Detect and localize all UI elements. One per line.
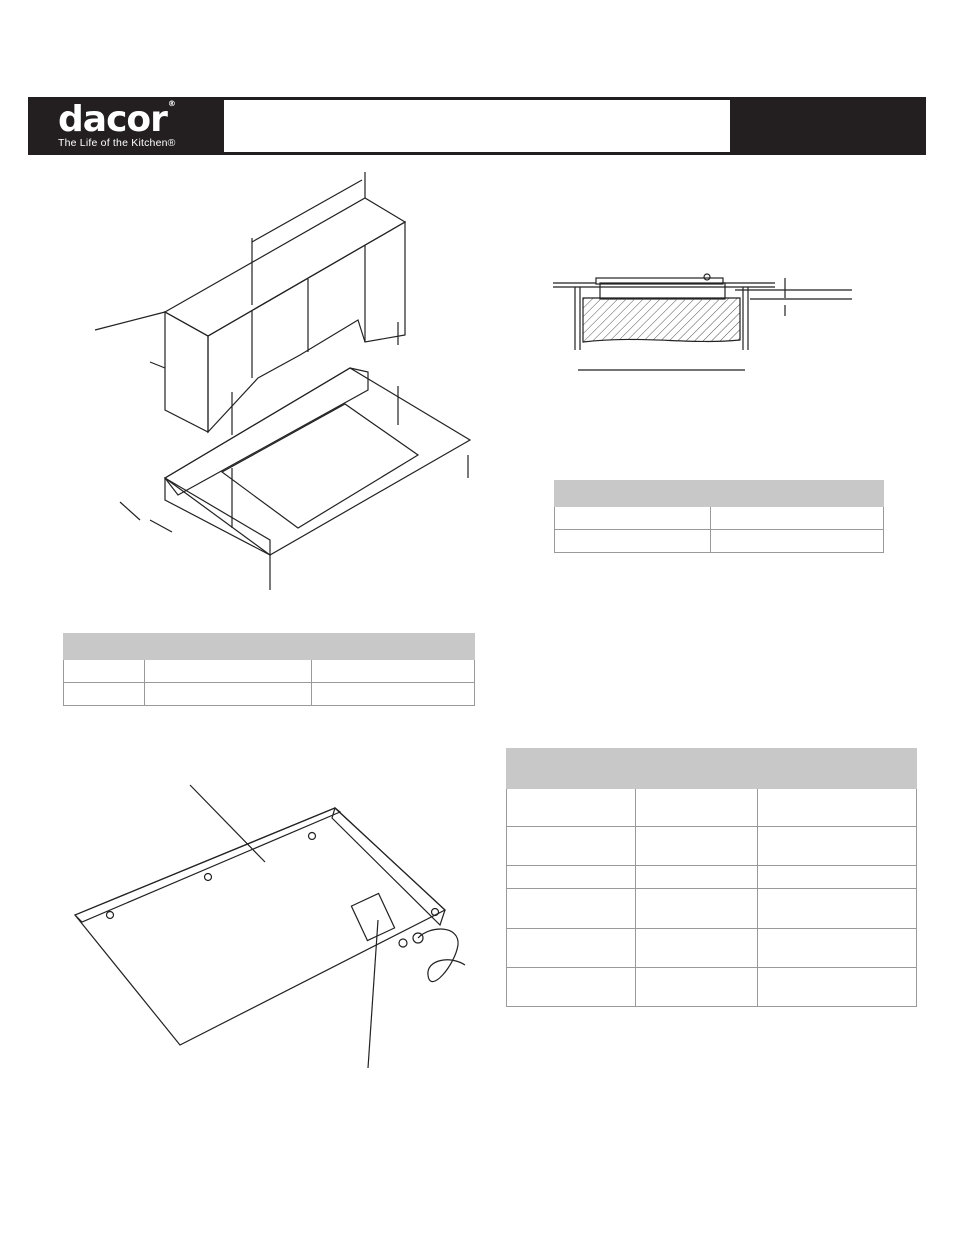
logo-tagline: The Life of the Kitchen® [58,137,176,149]
table-cell [758,827,917,866]
table-header-row [64,634,475,660]
table-cell [507,968,636,1007]
table-header-cell [312,634,475,660]
table-header-cell [758,749,917,789]
cutout-section-figure [545,240,860,380]
dimensions-table [63,633,475,706]
appliance-underside-figure [65,780,485,1080]
header-title-box [224,100,730,152]
table-row [555,507,884,530]
table-cell [507,889,636,929]
table-cell [507,827,636,866]
table-cell [507,866,636,889]
table-header-cell [636,749,758,789]
upper-cabinet [165,198,405,432]
table-row [64,660,475,683]
table-cell [758,968,917,1007]
table-cell [64,683,145,706]
dacor-logo [28,97,224,155]
table-cell [555,507,711,530]
table-cell [145,683,312,706]
cutout-table [554,480,884,553]
table-row [507,929,917,968]
table-header-row [507,749,917,789]
table-header-row [555,481,884,507]
table-cell [758,789,917,827]
countertop [165,368,470,590]
table-cell [636,968,758,1007]
cabinet-countertop-figure [80,165,500,595]
table-cell [711,507,884,530]
table-cell [636,889,758,929]
table-cell [507,929,636,968]
table-cell [758,929,917,968]
table-header-cell [145,634,312,660]
table-cell [758,866,917,889]
table-cell [636,789,758,827]
table-cell [312,660,475,683]
dimension-lines [95,172,398,532]
table-row [507,789,917,827]
table-row [64,683,475,706]
table-row [507,889,917,929]
table-header-cell [507,749,636,789]
table-cell [758,889,917,929]
table-cell [507,789,636,827]
table-cell [555,530,711,553]
table-cell [145,660,312,683]
table-cell [711,530,884,553]
table-row [507,866,917,889]
electrical-table [506,748,917,1007]
table-row [507,968,917,1007]
table-row [507,827,917,866]
logo-wordmark: dacor® [58,99,175,140]
table-cell [64,660,145,683]
table-cell [636,929,758,968]
table-header-cell [711,481,884,507]
table-cell [312,683,475,706]
table-header-cell [64,634,145,660]
table-header-cell [555,481,711,507]
table-cell [636,866,758,889]
table-row [555,530,884,553]
table-cell [636,827,758,866]
